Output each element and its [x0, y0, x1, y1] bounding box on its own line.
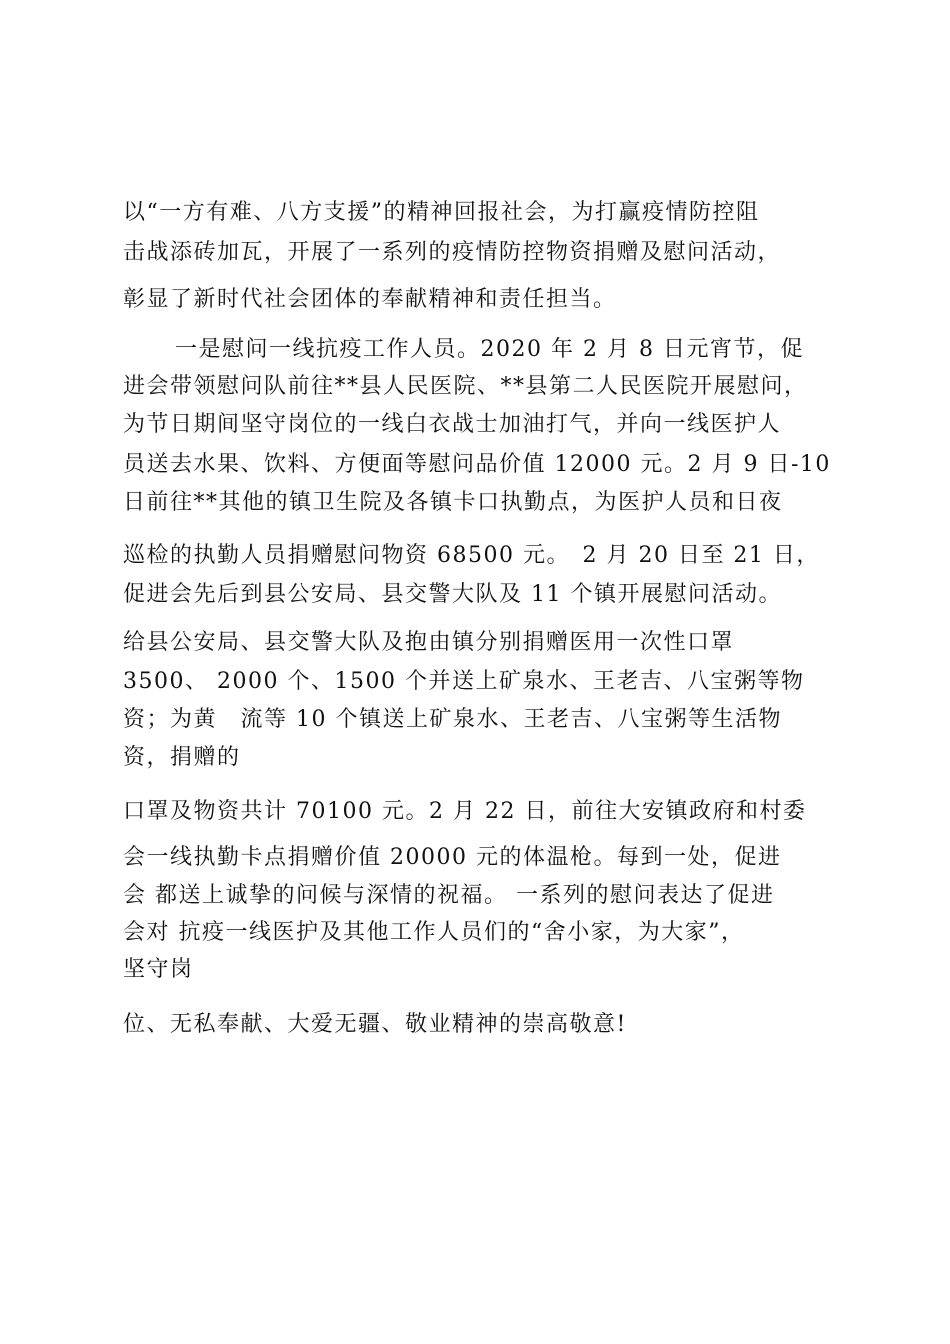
text-line: 口罩及物资共计 70100 元。2 月 22 日，前往大安镇政府和村委	[123, 799, 807, 824]
text-line: 员送去水果、饮料、方便面等慰问品价值 12000 元。2 月 9 日-10	[123, 452, 831, 477]
text-line: 巡检的执勤人员捐赠慰问物资 68500 元。 2 月 20 日至 21 日，	[123, 543, 820, 568]
text-line: 位、无私奉献、大爱无疆、敬业精神的崇高敬意!	[123, 1012, 627, 1037]
text-line: 进会带领慰问队前往**县人民医院、**县第二人民医院开展慰问，	[123, 374, 808, 399]
text-line: 彰显了新时代社会团体的奉献精神和责任担当。	[123, 287, 617, 312]
text-line: 资；为黄 流等 10 个镇送上矿泉水、王老吉、八宝粥等生活物	[123, 707, 782, 732]
text-line: 3500、 2000 个、1500 个并送上矿泉水、王老吉、八宝粥等物	[123, 669, 805, 694]
text-line: 促进会先后到县公安局、县交警大队及 11 个镇开展慰问活动。	[123, 582, 782, 607]
text-line: 以“一方有难、八方支援”的精神回报社会，为打赢疫情防控阻	[123, 200, 760, 225]
text-line: 会对 抗疫一线医护及其他工作人员们的“舍小家，为大家”，	[123, 920, 745, 945]
text-line: 日前往**其他的镇卫生院及各镇卡口执勤点，为医护人员和日夜	[123, 490, 783, 515]
text-line: 会 都送上诚挚的问候与深情的祝福。 一系列的慰问表达了促进	[123, 883, 775, 908]
text-line: 给县公安局、县交警大队及抱由镇分别捐赠医用一次性口罩	[123, 630, 735, 655]
text-line: 坚守岗	[123, 957, 194, 982]
text-line: 击战添砖加瓦，开展了一系列的疫情防控物资捐赠及慰问活动，	[123, 240, 782, 265]
text-line: 会一线执勤卡点捐赠价值 20000 元的体温枪。每到一处，促进	[123, 845, 782, 870]
text-line: 资，捐赠的	[123, 745, 241, 770]
text-line: 为节日期间坚守岗位的一线白衣战士加油打气，并向一线医护人	[123, 412, 782, 437]
text-line: 一是慰问一线抗疫工作人员。2020 年 2 月 8 日元宵节，促	[175, 337, 804, 362]
